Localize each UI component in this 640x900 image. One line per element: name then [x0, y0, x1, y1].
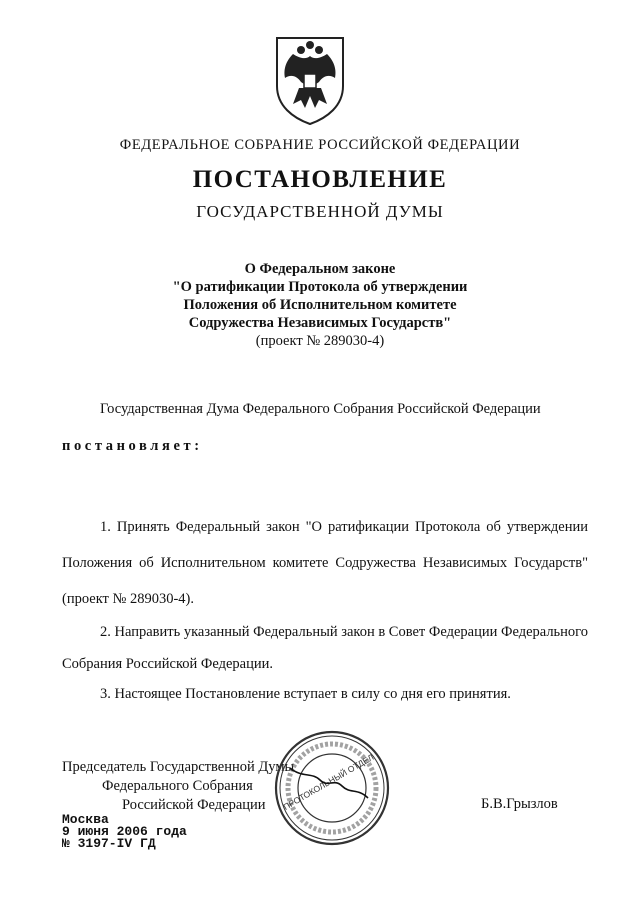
- meta-city: Москва: [62, 812, 109, 827]
- document-type-title: ПОСТАНОВЛЕНИЕ: [192, 166, 448, 193]
- document-subject: [0, 260, 640, 350]
- decree-word: постановляет:: [62, 438, 203, 454]
- subject-line-4: Содружества Независимых Государств": [188, 315, 452, 331]
- meta-number: № 3197-IV ГД: [62, 836, 156, 851]
- signatory-title-line-3: Российской Федерации: [122, 797, 266, 813]
- decree-item-3: 3. Настоящее Постановление вступает в силу со дня его принятия.: [100, 686, 511, 702]
- signatory-title: [62, 758, 294, 815]
- intro-paragraph: Государственная Дума Федерального Собрания Российской Федерации: [100, 401, 541, 417]
- decree-item-2: 2. Направить указанный Федеральный закон в Совет Федерации Федерального Собрания Российской Федерации.: [62, 624, 589, 672]
- official-seal-stamp: [272, 728, 392, 848]
- document-type-subtitle: ГОСУДАРСТВЕННОЙ ДУМЫ: [196, 202, 444, 221]
- coat-of-arms-icon: [273, 34, 347, 126]
- subject-line-3: Положения об Исполнительном комитете: [183, 297, 457, 313]
- document-meta: [62, 814, 187, 850]
- subject-line-1: О Федеральном законе: [244, 261, 396, 277]
- subject-line-2: "О ратификации Протокола об утверждении: [172, 279, 468, 295]
- decree-item-1: 1. Принять Федеральный закон "О ратификации Протокола об утверждении Положения об Исполнительном комитете Содружества Независимых Государств" (проект № 289030-4).: [62, 519, 588, 607]
- signatory-title-line-2: Федерального Собрания: [102, 778, 253, 794]
- organization-heading: ФЕДЕРАЛЬНОЕ СОБРАНИЕ РОССИЙСКОЙ ФЕДЕРАЦИИ: [119, 137, 521, 153]
- signer-name: Б.В.Грызлов: [481, 796, 558, 812]
- meta-date: 9 июня 2006 года: [62, 824, 187, 839]
- signatory-title-line-1: Председатель Государственной Думы: [62, 759, 295, 775]
- subject-project-number: (проект № 289030-4): [255, 333, 385, 349]
- stamp-inner-text: ПРОТОКОЛЬНЫЙ ОТДЕЛ: [281, 751, 376, 812]
